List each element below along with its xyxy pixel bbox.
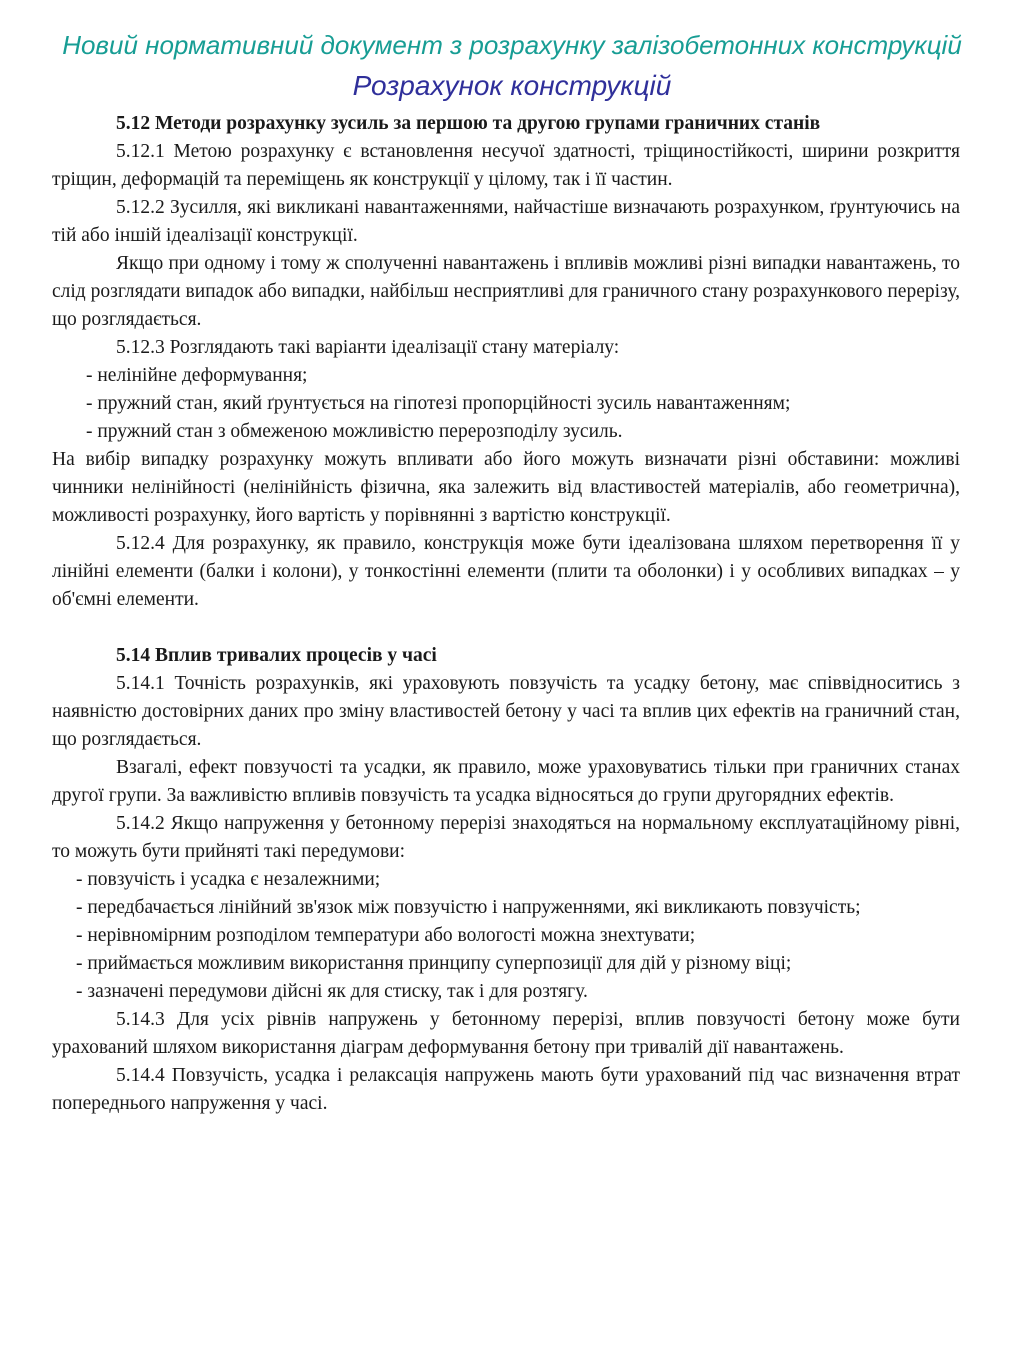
list-item: - передбачається лінійний зв'язок між повзучістю і напруженнями, які викликають повзучість; xyxy=(76,897,861,918)
paragraph-5-14-2: 5.14.2 Якщо напруження у бетонному перерізі знаходяться на нормальному експлуатаційному рівні, то можуть бути прийняті такі передумови: xyxy=(52,813,960,862)
list-item: - нерівномірним розподілом температури або вологості можна знехтувати; xyxy=(76,925,696,946)
section-spacer xyxy=(52,614,960,642)
paragraph-5-12-4: 5.12.4 Для розрахунку, як правило, конструкція може бути ідеалізована шляхом перетворення її у лінійні елементи (балки і колони), у тонкостінні елементи (плити та оболонки) і у особливих випадках – у об'ємні елементи. xyxy=(52,533,960,610)
page-title: Розрахунок конструкцій xyxy=(352,70,672,101)
paragraph-5-14-3: 5.14.3 Для усіх рівнів напружень у бетонному перерізі, вплив повзучості бетону може бути урахований шляхом використання діаграм деформування бетону при тривалій дії навантажень. xyxy=(52,1009,960,1058)
document-subtitle: Новий нормативний документ з розрахунку залізобетонних конструкцій xyxy=(62,30,962,60)
paragraph-creep-general: Взагалі, ефект повзучості та усадки, як правило, може ураховуватись тільки при граничних станах другої групи. За важливістю впливів повзучість та усадка відносяться до групи другорядних ефектів. xyxy=(52,757,960,806)
paragraph-calculation-choice: На вибір випадку розрахунку можуть впливати або його можуть визначати різні обставини: можливі чинники нелінійності (нелінійність фізична, яка залежить від властивостей матеріалів, або геометрична), можливості розрахунку, його вартість у порівнянні з вартістю конструкції. xyxy=(52,449,960,526)
section-heading-5-14: 5.14 Вплив тривалих процесів у часі xyxy=(116,645,437,666)
list-item: - пружний стан, який ґрунтується на гіпотезі пропорційності зусиль навантаженням; xyxy=(86,393,791,414)
paragraph-5-12-2: 5.12.2 Зусилля, які викликані навантаженнями, найчастіше визначають розрахунком, ґрунтуючись на тій або іншій ідеалізації конструкції. xyxy=(52,197,960,246)
paragraph-5-14-4: 5.14.4 Повзучість, усадка і релаксація напружень мають бути урахований під час визначення втрат попереднього напруження у часі. xyxy=(52,1065,960,1114)
paragraph-5-12-3: 5.12.3 Розглядають такі варіанти ідеалізації стану матеріалу: xyxy=(116,337,620,358)
list-item: - пружний стан з обмеженою можливістю перерозподілу зусиль. xyxy=(86,421,623,442)
list-item: - приймається можливим використання принципу суперпозиції для дій у різному віці; xyxy=(76,953,792,974)
paragraph-load-cases: Якщо при одному і тому ж сполученні навантажень і впливів можливі різні випадки навантажень, то слід розглядати випадок або випадки, найбільш несприятливі для граничного стану розрахункового перерізу, що розглядається. xyxy=(52,253,960,330)
list-item: - нелінійне деформування; xyxy=(86,365,308,386)
paragraph-5-14-1: 5.14.1 Точність розрахунків, які ураховують повзучість та усадку бетону, має співвідноситись з наявністю достовірних даних про зміну властивостей бетону у часі та вплив цих ефектів на граничний стан, що розглядається. xyxy=(52,673,960,750)
document-body xyxy=(52,110,960,1118)
list-item: - повзучість і усадка є незалежними; xyxy=(76,869,381,890)
list-item: - зазначені передумови дійсні як для стиску, так і для розтягу. xyxy=(76,981,588,1002)
section-heading-5-12: 5.12 Методи розрахунку зусиль за першою та другою групами граничних станів xyxy=(116,113,821,134)
paragraph-5-12-1: 5.12.1 Метою розрахунку є встановлення несучої здатності, тріщиностійкості, ширини розкриття тріщин, деформацій та переміщень як конструкції у цілому, так і її частин. xyxy=(52,141,960,190)
